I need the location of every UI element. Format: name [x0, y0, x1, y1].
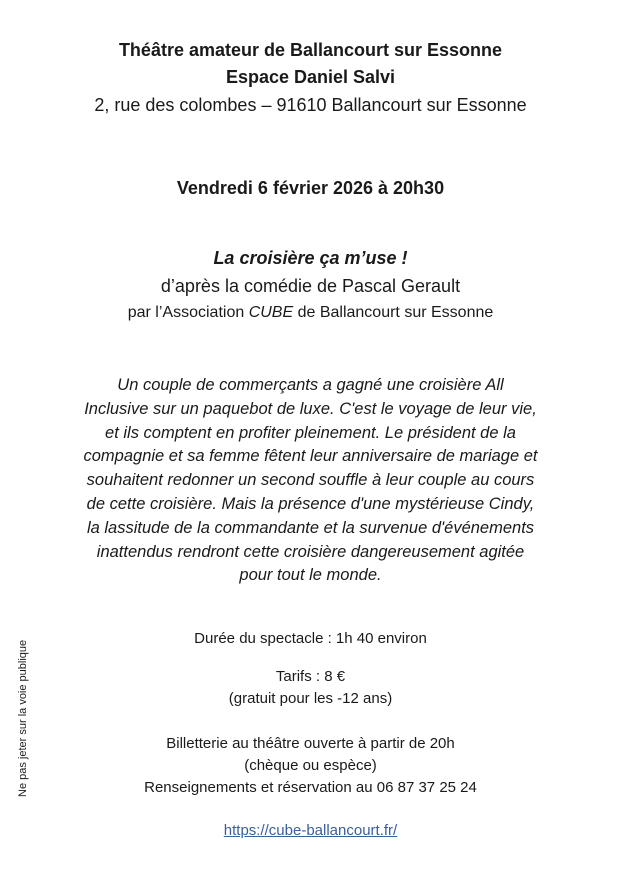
payment-methods: (chèque ou espèce) — [244, 757, 377, 774]
synopsis-line: compagnie et sa femme fêtent leur anniversaire de mariage et — [83, 447, 538, 466]
venue-space: Espace Daniel Salvi — [225, 67, 396, 87]
box-office-hours: Billetterie au théâtre ouverte à partir de 20h — [166, 735, 455, 752]
synopsis-line: pour tout le monde. — [239, 566, 382, 585]
synopsis-line: inattendus rendront cette croisière dangereusement agitée — [96, 542, 525, 561]
synopsis-line: Un couple de commerçants a gagné une croisière All — [117, 376, 504, 394]
company-prefix: par l’Association — [127, 304, 249, 321]
play-title: La croisière ça m’use ! — [213, 248, 408, 268]
synopsis-line: et ils comptent en profiter pleinement. Le président de la — [105, 423, 516, 442]
contact-phone: Renseignements et réservation au 06 87 37 25 24 — [144, 779, 477, 796]
company-name: CUBE — [248, 304, 294, 321]
synopsis-line: de cette croisière. Mais la présence d'une mystérieuse Cindy, — [86, 494, 535, 513]
event-date: Vendredi 6 février 2026 à 20h30 — [176, 178, 445, 198]
synopsis-line: souhaitent redonner un second souffle à leur couple au cours — [86, 471, 535, 490]
company-credit — [0, 302, 621, 324]
ticket-price-note: (gratuit pour les -12 ans) — [228, 690, 393, 707]
website-link[interactable]: https://cube-ballancourt.fr/ — [223, 822, 398, 839]
show-duration: Durée du spectacle : 1h 40 environ — [194, 630, 427, 647]
venue-name: Théâtre amateur de Ballancourt sur Essonne — [118, 40, 503, 60]
litter-notice: Ne pas jeter sur la voie publique — [17, 639, 29, 797]
company-suffix: de Ballancourt sur Essonne — [293, 304, 494, 321]
synopsis — [0, 374, 621, 588]
synopsis-line: la lassitude de la commandante et la survenue d'événements — [86, 518, 535, 537]
play-adaptation: d’après la comédie de Pascal Gerault — [160, 276, 461, 296]
venue-address: 2, rue des colombes – 91610 Ballancourt sur Essonne — [94, 95, 527, 115]
synopsis-line: Inclusive sur un paquebot de luxe. C'est le voyage de leur vie, — [84, 399, 537, 418]
ticket-price: Tarifs : 8 € — [275, 668, 346, 685]
